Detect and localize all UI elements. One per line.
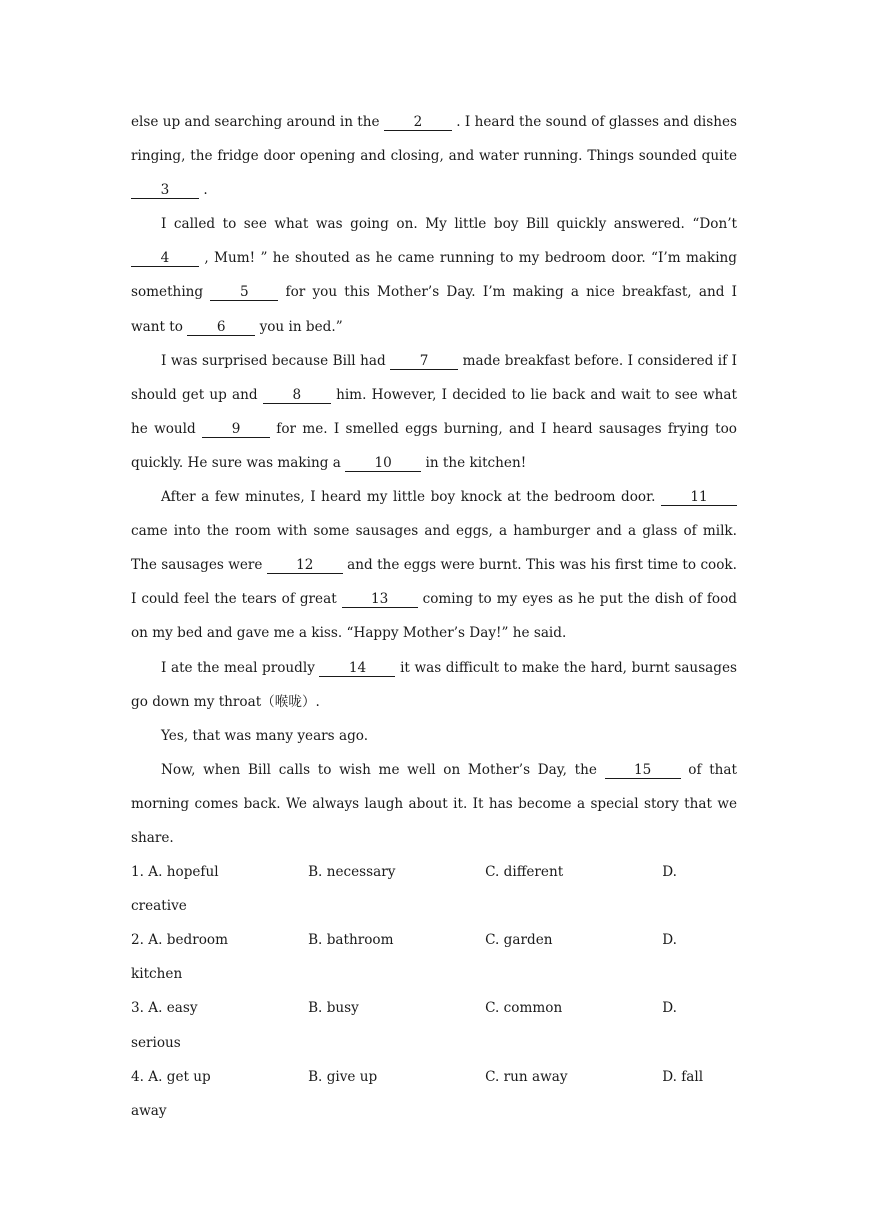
question-list [131, 855, 737, 1128]
passage-text: . [199, 182, 208, 199]
option-d[interactable]: D. [662, 1000, 677, 1017]
document-page [131, 105, 737, 1128]
option-d-continued: serious [131, 1034, 181, 1051]
option-c[interactable]: C. run away [485, 1068, 568, 1085]
blank-9[interactable]: 9 [202, 421, 270, 438]
cloze-passage [131, 105, 737, 855]
passage-text: After a few minutes, I heard my little boy knock at the bedroom door. [161, 489, 661, 506]
passage-paragraph [131, 105, 737, 207]
blank-4[interactable]: 4 [131, 250, 199, 267]
passage-text: came into the room with some sausages and eggs, a hamburger and a glass of milk. The sausages were [131, 523, 737, 574]
passage-text: for you this Mother’s Day. I’m making a nice breakfast, and I want to [131, 284, 737, 335]
passage-text: else up and searching around in the [131, 114, 384, 130]
passage-text: you in bed.” [255, 318, 343, 335]
passage-text: I ate the meal proudly [161, 659, 320, 676]
passage-text: I was surprised because Bill had [161, 352, 391, 369]
blank-15[interactable]: 15 [605, 762, 681, 779]
passage-text: coming to my eyes as he put the dish of food on my bed and gave me a kiss. “Happy Mother’s Day!” he said. [131, 591, 737, 642]
blank-2[interactable]: 2 [384, 114, 452, 131]
passage-text: . I heard the sound of glasses and dishes ringing, the fridge door opening and closing, and water running. Things sounded quite [131, 114, 738, 165]
question-row [131, 923, 737, 957]
blank-14[interactable]: 14 [319, 660, 395, 677]
option-a[interactable]: 3. A. easy [131, 1000, 198, 1017]
passage-paragraph [131, 753, 737, 855]
passage-paragraph [131, 651, 737, 719]
option-a[interactable]: 2. A. bedroom [131, 932, 228, 949]
passage-text: Now, when Bill calls to wish me well on Mother’s Day, the [161, 761, 605, 778]
passage-text: for me. I smelled eggs burning, and I heard sausages frying too quickly. He sure was making a [131, 420, 737, 471]
passage-text: made breakfast before. I considered if I should get up and [131, 352, 737, 403]
option-d[interactable]: D. fall [662, 1068, 704, 1085]
blank-7[interactable]: 7 [390, 353, 458, 370]
option-a[interactable]: 1. A. hopeful [131, 864, 219, 881]
passage-text: Yes, that was many years ago. [161, 727, 369, 744]
option-b[interactable]: B. necessary [308, 864, 396, 881]
passage-paragraph [131, 344, 737, 480]
option-b[interactable]: B. give up [308, 1068, 378, 1085]
blank-3[interactable]: 3 [131, 182, 199, 199]
question-row [131, 1060, 737, 1094]
blank-6[interactable]: 6 [187, 319, 255, 336]
passage-paragraph [131, 719, 737, 753]
option-d-continued: away [131, 1102, 167, 1119]
option-d-continued: kitchen [131, 966, 183, 983]
passage-text: him. However, I decided to lie back and wait to see what he would [131, 386, 737, 437]
passage-text: , Mum! ” he shouted as he came running to my bedroom door. “I’m making something [131, 250, 737, 301]
option-c[interactable]: C. garden [485, 932, 553, 949]
option-d-continued: creative [131, 898, 187, 915]
option-d[interactable]: D. [662, 864, 677, 881]
passage-text: of that morning comes back. We always laugh about it. It has become a special story that we share. [131, 761, 737, 846]
blank-5[interactable]: 5 [210, 284, 278, 301]
passage-paragraph [131, 207, 737, 343]
blank-11[interactable]: 11 [661, 489, 737, 506]
option-c[interactable]: C. common [485, 1000, 563, 1017]
option-d[interactable]: D. [662, 932, 677, 949]
question-row [131, 855, 737, 889]
passage-text: it was difficult to make the hard, burnt sausages go down my throat（喉咙）. [131, 659, 737, 710]
passage-text: I called to see what was going on. My little boy Bill quickly answered. “Don’t [161, 216, 737, 233]
passage-text: and the eggs were burnt. This was his first time to cook. I could feel the tears of great [131, 557, 737, 608]
option-b[interactable]: B. bathroom [308, 932, 394, 949]
option-a[interactable]: 4. A. get up [131, 1068, 211, 1085]
blank-8[interactable]: 8 [263, 387, 331, 404]
blank-12[interactable]: 12 [267, 557, 343, 574]
blank-13[interactable]: 13 [342, 591, 418, 608]
passage-paragraph [131, 480, 737, 650]
question-row [131, 991, 737, 1025]
passage-text: in the kitchen! [421, 454, 527, 471]
blank-10[interactable]: 10 [345, 455, 421, 472]
option-b[interactable]: B. busy [308, 1000, 359, 1017]
option-c[interactable]: C. different [485, 864, 564, 881]
